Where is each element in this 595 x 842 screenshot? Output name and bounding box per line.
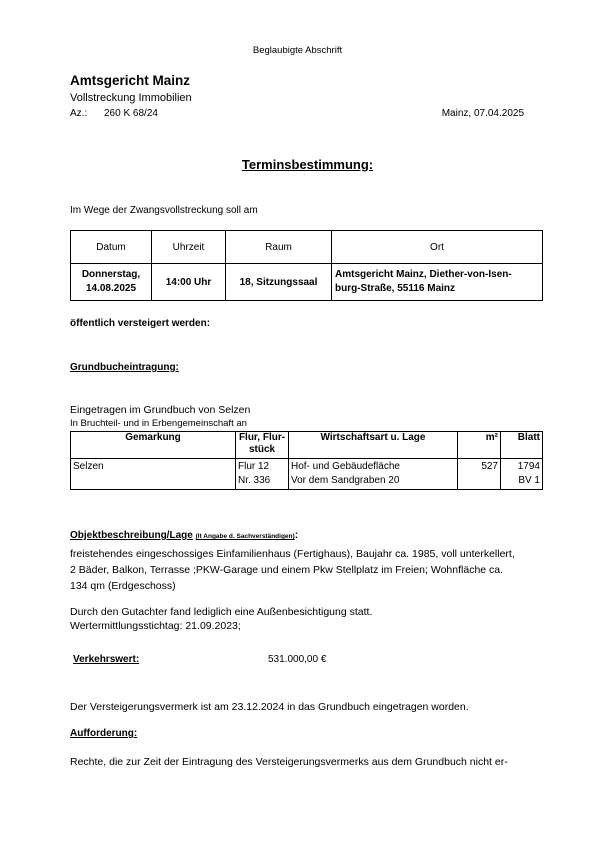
object-heading: [70, 530, 298, 541]
intro-text: Im Wege der Zwangsvollstreckung soll am: [70, 205, 258, 216]
object-heading-text: Objektbeschreibung/Lage: [70, 530, 193, 541]
header-datum: Datum: [71, 231, 152, 264]
cell-flur: [236, 459, 289, 490]
register-line-2: In Bruchteil- und in Erbengemeinschaft an: [70, 418, 247, 429]
cell-m2: 527: [458, 459, 501, 490]
ort-line-2: burg-Straße, 55116 Mainz: [335, 283, 456, 294]
survey-note: Durch den Gutachter fand lediglich eine Außenbesichtigung statt.: [70, 606, 373, 618]
request-text: Rechte, die zur Zeit der Eintragung des Versteigerungsvermerks aus dem Grundbuch nicht er-: [70, 756, 508, 768]
header-ort: Ort: [332, 231, 543, 264]
request-heading: Aufforderung:: [70, 728, 138, 739]
header-uhrzeit: Uhrzeit: [152, 231, 226, 264]
parcel-table-row: [71, 459, 543, 490]
place-date: Mainz, 07.04.2025: [441, 108, 524, 119]
vermerk-text: Der Versteigerungsvermerk ist am 23.12.2024 in das Grundbuch eingetragen worden.: [70, 701, 469, 713]
market-value: 531.000,00 €: [268, 654, 327, 665]
header-blatt: Blatt: [501, 432, 543, 459]
appointment-table: [70, 230, 543, 301]
certified-copy-label: Beglaubigte Abschrift: [252, 45, 343, 56]
object-heading-colon: :: [294, 530, 299, 541]
cell-uhrzeit: 14:00 Uhr: [152, 264, 226, 301]
auction-line: öffentlich versteigert werden:: [70, 318, 211, 329]
document-title: Terminsbestimmung:: [241, 157, 374, 172]
case-number: 260 K 68/24: [104, 108, 158, 119]
appointment-table-header: [71, 231, 543, 264]
header-raum: Raum: [226, 231, 332, 264]
blatt-value-2: BV 1: [518, 475, 540, 486]
court-name: Amtsgericht Mainz: [70, 73, 191, 88]
wirtschaftsart-value-1: Hof- und Gebäudefläche: [291, 461, 400, 472]
flur-line-1: Flur, Flur-: [238, 432, 286, 443]
header-wirtschaftsart: Wirtschaftsart u. Lage: [289, 432, 458, 459]
valuation-date: Wertermittlungsstichtag: 21.09.2023;: [70, 620, 241, 632]
parcel-table: [70, 431, 543, 490]
flur-line-2: stück: [248, 444, 276, 455]
datum-weekday: Donnerstag,: [81, 269, 141, 280]
object-line-3: 134 qm (Erdgeschoss): [70, 580, 176, 592]
header-flur: [236, 432, 289, 459]
object-line-2: 2 Bäder, Balkon, Terrasse ;PKW-Garage und einem Pkw Stellplatz im Freien; Wohnfläche ca.: [70, 564, 504, 576]
flur-value-2: Nr. 336: [238, 475, 271, 486]
case-number-label: Az.:: [70, 108, 88, 119]
object-line-1: freistehendes eingeschossiges Einfamilienhaus (Fertighaus), Baujahr ca. 1985, voll unterkellert,: [70, 548, 515, 560]
ort-line-1: Amtsgericht Mainz, Diether-von-Isen-: [335, 269, 512, 280]
header-m2: m²: [458, 432, 501, 459]
cell-ort: [332, 264, 543, 301]
land-register-heading: Grundbucheintragung:: [70, 362, 179, 373]
court-department: Vollstreckung Immobilien: [70, 92, 192, 104]
wirtschaftsart-value-2: Vor dem Sandgraben 20: [291, 475, 400, 486]
flur-value-1: Flur 12: [238, 461, 270, 472]
blatt-value-1: 1794: [517, 461, 540, 472]
cell-raum: 18, Sitzungssaal: [226, 264, 332, 301]
register-line-1: Eingetragen im Grundbuch von Selzen: [70, 404, 251, 416]
header-gemarkung: Gemarkung: [71, 432, 236, 459]
cell-blatt: [501, 459, 543, 490]
datum-date: 14.08.2025: [85, 283, 137, 294]
appointment-table-row: [71, 264, 543, 301]
cell-wirtschaftsart: [289, 459, 458, 490]
object-heading-note: (lt Angabe d. Sachverständigen): [195, 533, 295, 540]
parcel-table-header: [71, 432, 543, 459]
market-value-label: Verkehrswert:: [73, 654, 140, 665]
cell-datum: [71, 264, 152, 301]
cell-gemarkung: Selzen: [71, 459, 236, 490]
